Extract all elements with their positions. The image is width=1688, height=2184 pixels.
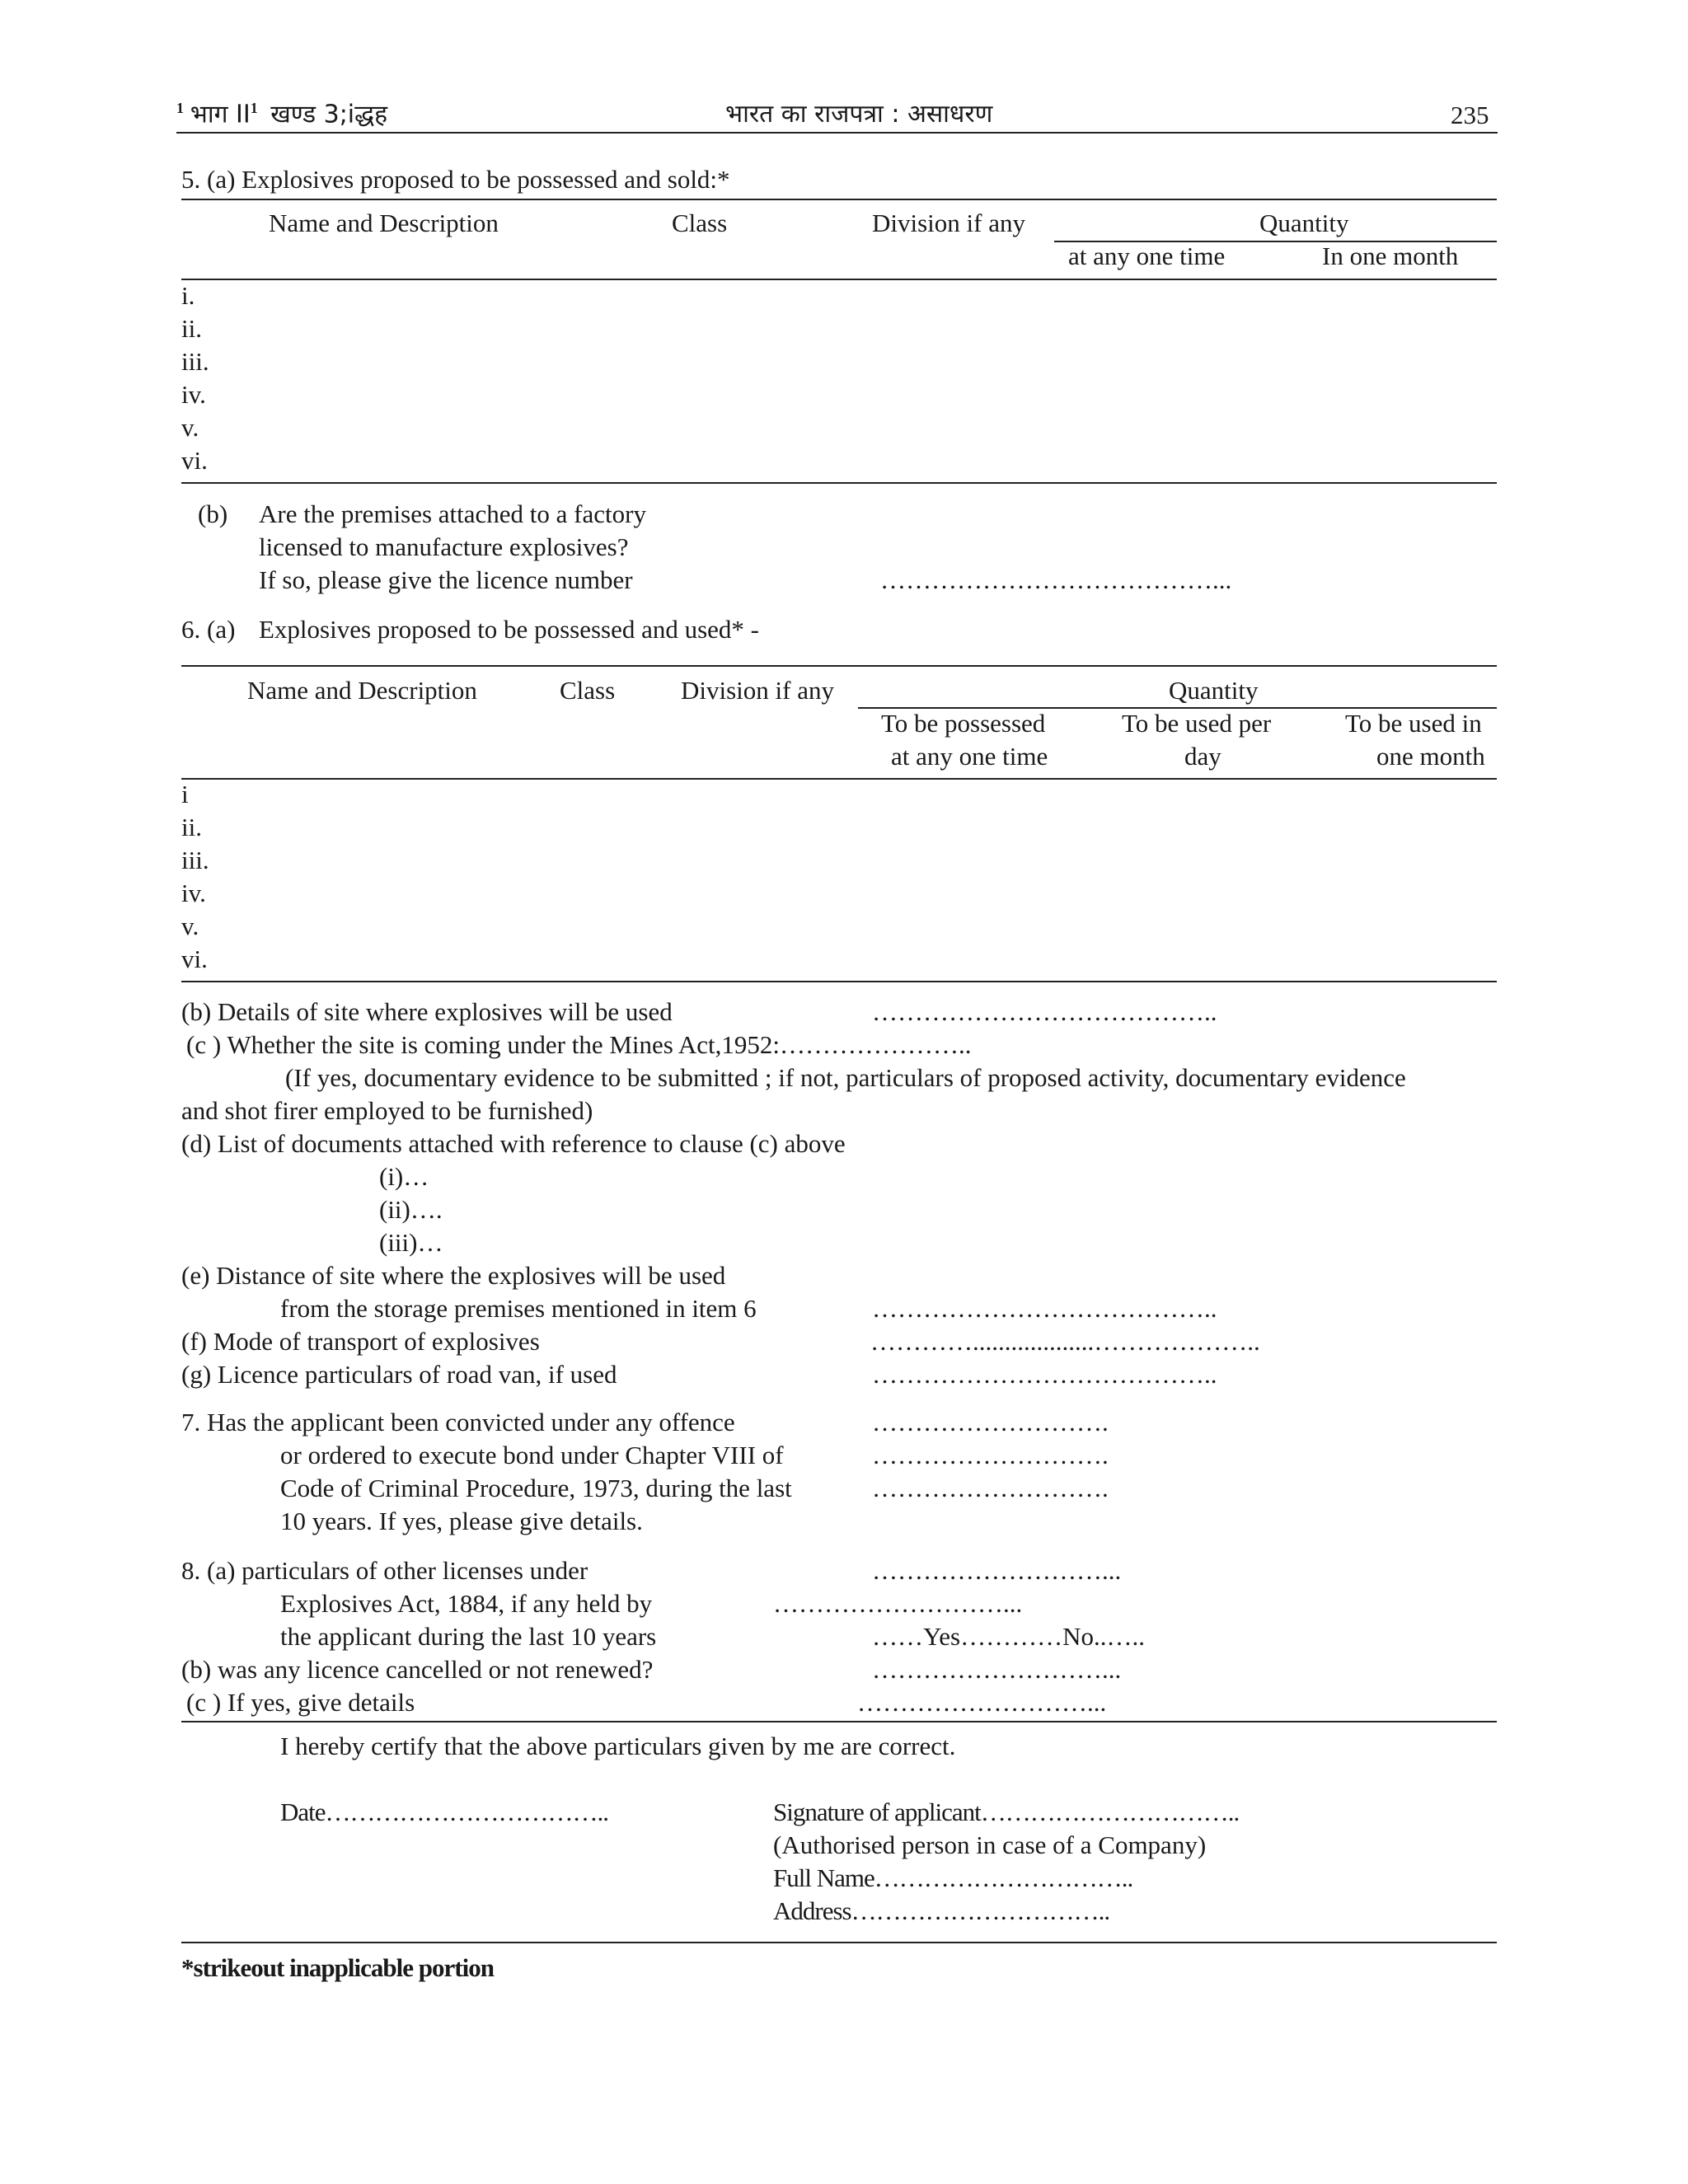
section-7-line-2: or ordered to execute bond under Chapter VIII of — [280, 1441, 784, 1469]
section-8-bottom-rule — [181, 1721, 1497, 1722]
section-8-line-1: 8. (a) particulars of other licenses under — [181, 1556, 588, 1585]
section-6-heading: Explosives proposed to be possessed and used* - — [259, 615, 759, 644]
table-6-col-class: Class — [560, 676, 616, 705]
certification-statement: I hereby certify that the above particulars given by me are correct. — [280, 1732, 956, 1760]
table-6-row-2: ii. — [181, 813, 202, 841]
table-5-row-1: i. — [181, 281, 195, 310]
section-7-line-3: Code of Criminal Procedure, 1973, during the last — [280, 1474, 792, 1502]
section-6f-text: (f) Mode of transport of explosives — [181, 1327, 540, 1356]
table-5-col-name: Name and Description — [269, 209, 499, 237]
section-6c-note-1: (If yes, documentary evidence to be submitted ; if not, particulars of proposed activity, documentary evidence — [285, 1063, 1406, 1092]
table-6-row-6: vi. — [181, 944, 208, 973]
section-5b-line-3: If so, please give the licence number — [259, 565, 633, 594]
table-5-col-class: Class — [672, 209, 728, 237]
section-8b-text: (b) was any licence cancelled or not renewed? — [181, 1655, 654, 1684]
section-6-label: 6. (a) — [181, 615, 236, 644]
table-5-col-one-month: In one month — [1322, 241, 1459, 270]
other-licenses-field-1[interactable]: ………………………... — [872, 1556, 1122, 1585]
section-5-heading: 5. (a) Explosives proposed to be possessed and sold:* — [181, 165, 730, 194]
header-part-sup: 1 — [250, 100, 258, 116]
table-5-row-6: vi. — [181, 446, 208, 475]
table-6-bottom-rule — [181, 981, 1497, 982]
header-rule — [176, 132, 1498, 134]
table-6-col-month-2: one month — [1376, 742, 1485, 771]
section-8-line-3: the applicant during the last 10 years — [280, 1622, 657, 1651]
header-section: खण्ड 3;iद्धह — [270, 100, 388, 129]
section-5b-line-2: licensed to manufacture explosives? — [259, 532, 629, 561]
section-7-line-4: 10 years. If yes, please give details. — [280, 1507, 643, 1535]
footnote: *strikeout inapplicable portion — [181, 1953, 494, 1982]
section-6e-line-1: (e) Distance of site where the explosives will be used — [181, 1261, 726, 1290]
page-header-left — [176, 101, 387, 127]
other-licenses-field-2[interactable]: ………………………... — [773, 1589, 1023, 1618]
conviction-field-1[interactable]: ………………………. — [872, 1408, 1109, 1436]
document-item-2[interactable]: (ii)…. — [379, 1195, 443, 1224]
site-distance-field[interactable]: ………………………………….. — [872, 1294, 1217, 1323]
section-8-line-2: Explosives Act, 1884, if any held by — [280, 1589, 653, 1618]
section-6d-text: (d) List of documents attached with reference to clause (c) above — [181, 1129, 846, 1158]
table-5-row-4: iv. — [181, 380, 206, 409]
conviction-field-3[interactable]: ………………………. — [872, 1474, 1109, 1502]
table-6-col-month-1: To be used in — [1345, 709, 1482, 738]
section-6g-text: (g) Licence particulars of road van, if used — [181, 1360, 617, 1389]
table-6-row-3: iii. — [181, 846, 209, 874]
table-6-row-5: v. — [181, 912, 199, 940]
section-5b-label: (b) — [198, 499, 228, 528]
table-6-col-possessed-2: at any one time — [891, 742, 1048, 771]
authorised-person-note: (Authorised person in case of a Company) — [773, 1830, 1207, 1859]
table-5-row-5: v. — [181, 413, 199, 442]
conviction-field-2[interactable]: ………………………. — [872, 1441, 1109, 1469]
licence-number-field[interactable]: …………………………………... — [880, 565, 1232, 594]
page-number: 235 — [1451, 101, 1489, 129]
table-5-row-3: iii. — [181, 347, 209, 376]
table-5-row-2: ii. — [181, 314, 202, 343]
road-van-licence-field[interactable]: ………………………………….. — [872, 1360, 1217, 1389]
table-6-col-division: Division if any — [681, 676, 834, 705]
transport-mode-field[interactable]: …………...................……………….. — [870, 1327, 1260, 1356]
table-6-col-possessed-1: To be possessed — [881, 709, 1046, 738]
table-6-col-per-day-2: day — [1184, 742, 1221, 771]
full-name-field[interactable]: Full Name………………………….. — [773, 1863, 1133, 1892]
site-details-field[interactable]: ………………………………….. — [872, 997, 1217, 1026]
table-6-top-rule — [181, 665, 1497, 667]
table-5-col-one-time: at any one time — [1068, 241, 1226, 270]
table-5-col-division: Division if any — [872, 209, 1025, 237]
table-5-top-rule — [181, 199, 1497, 200]
table-6-col-per-day-1: To be used per — [1122, 709, 1272, 738]
table-5-bottom-rule — [181, 482, 1497, 484]
page-header-center: भारत का राजपत्रा : असाधरण — [725, 100, 993, 129]
table-6-col-quantity: Quantity — [1169, 676, 1259, 705]
section-6c-text: (c ) Whether the site is coming under the Mines Act,1952:………………….. — [186, 1030, 972, 1059]
section-6b-text: (b) Details of site where explosives will be used — [181, 997, 673, 1026]
table-6-col-name: Name and Description — [247, 676, 477, 705]
header-part: भाग II — [190, 100, 251, 129]
document-item-1[interactable]: (i)… — [379, 1162, 429, 1191]
section-6e-line-2: from the storage premises mentioned in item 6 — [280, 1294, 757, 1323]
footer-rule — [181, 1942, 1497, 1943]
address-field[interactable]: Address………………………….. — [773, 1896, 1110, 1925]
table-5-header-rule — [181, 279, 1497, 280]
section-8c-text: (c ) If yes, give details — [186, 1688, 415, 1717]
cancellation-details-field[interactable]: ………………………... — [857, 1688, 1107, 1717]
table-6-row-1: i — [181, 780, 189, 808]
header-mark: 1 — [176, 100, 184, 116]
section-6c-note-2: and shot firer employed to be furnished) — [181, 1096, 593, 1125]
licence-cancelled-field[interactable]: ………………………... — [872, 1655, 1122, 1684]
table-6-header-rule — [181, 778, 1497, 780]
section-5b-line-1: Are the premises attached to a factory — [259, 499, 646, 528]
signature-field[interactable]: Signature of applicant………………………….. — [773, 1797, 1240, 1826]
table-5-col-quantity: Quantity — [1259, 209, 1349, 237]
document-item-3[interactable]: (iii)… — [379, 1228, 443, 1257]
section-7-line-1: 7. Has the applicant been convicted under any offence — [181, 1408, 735, 1436]
date-field[interactable]: Date…………………………….. — [280, 1797, 609, 1826]
yes-no-field[interactable]: ……Yes…………No..….. — [872, 1622, 1145, 1651]
table-6-row-4: iv. — [181, 879, 206, 907]
